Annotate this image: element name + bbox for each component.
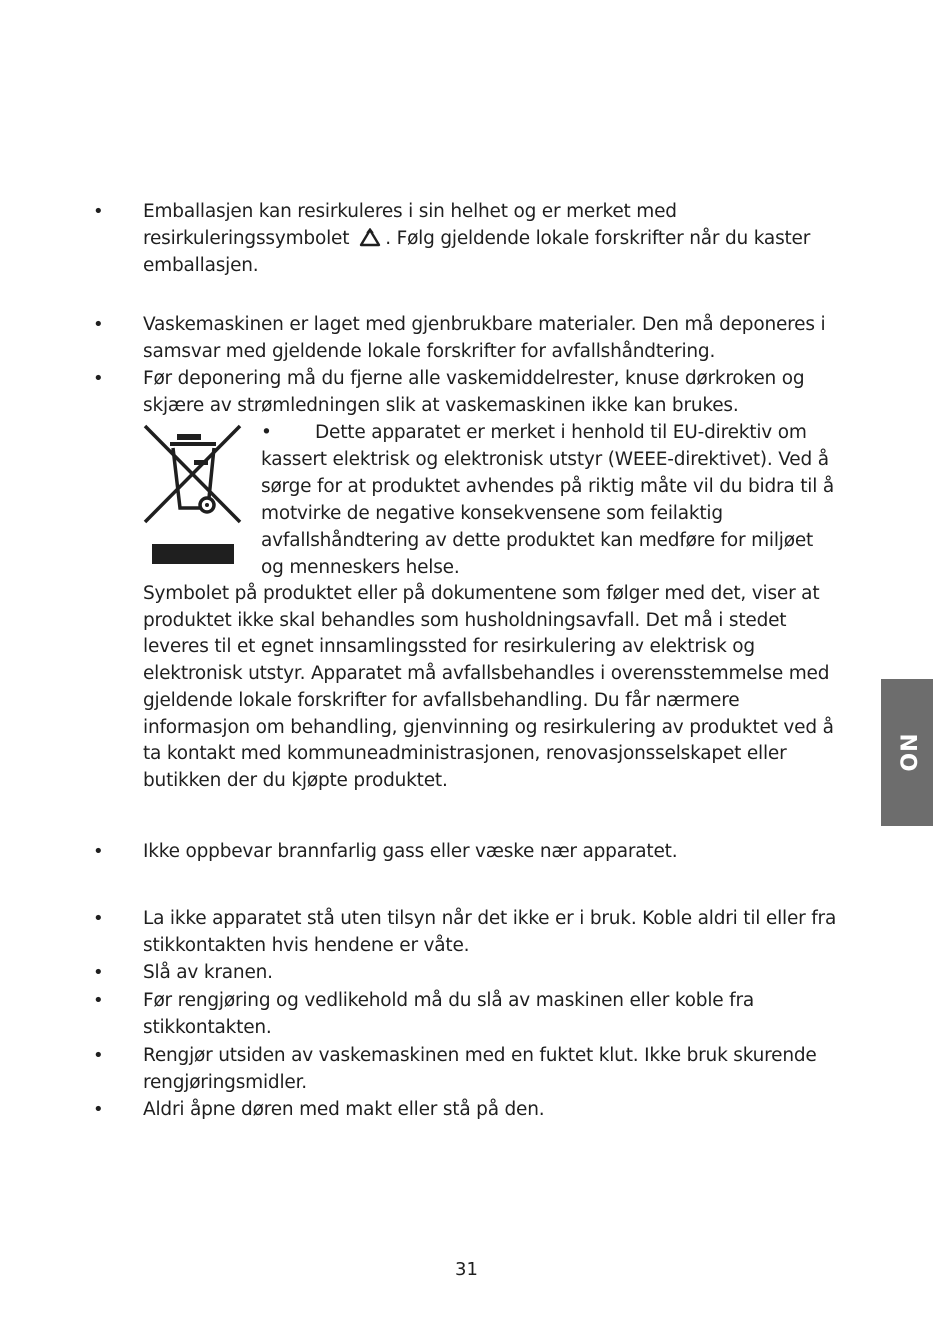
weee-line-4: motvirke de negative konsekvensene som feilaktig (261, 503, 723, 524)
bullet: • (93, 1099, 104, 1120)
packaging-line-3: emballasjen. (143, 255, 259, 276)
language-tab-label: NO (894, 732, 920, 773)
tap-line-1: Slå av kranen. (143, 962, 273, 983)
bullet: • (93, 990, 104, 1011)
disposal-line-1: Før deponering må du fjerne alle vaskemiddelrester, knuse dørkroken og (143, 368, 805, 389)
symbol-line-2: produktet ikke skal behandles som husholdningsavfall. Det må i stedet (143, 610, 787, 631)
cleaning-line-1: Før rengjøring og vedlikehold må du slå av maskinen eller koble fra (143, 990, 755, 1011)
exterior-line-2: rengjøringsmidler. (143, 1072, 307, 1093)
symbol-line-4: elektronisk utstyr. Apparatet må avfallsbehandles i overensstemmelse med (143, 663, 830, 684)
exterior-line-1: Rengjør utsiden av vaskemaskinen med en fuktet klut. Ikke bruk skurende (143, 1045, 817, 1066)
bullet: • (93, 962, 104, 983)
weee-line-6: og menneskers helse. (261, 557, 460, 578)
symbol-line-7: ta kontakt med kommuneadministrasjonen, renovasjonsselskapet eller (143, 743, 787, 764)
materials-line-1: Vaskemaskinen er laget med gjenbrukbare materialer. Den må deponeres i (143, 314, 826, 335)
packaging-line-2 (143, 225, 810, 252)
bullet: • (93, 314, 104, 335)
weee-line-1 (261, 419, 807, 446)
symbol-line-1: Symbolet på produktet eller på dokumentene som følger med det, viser at (143, 583, 820, 604)
bullet: • (93, 841, 104, 862)
cleaning-line-2: stikkontakten. (143, 1017, 272, 1038)
symbol-line-3: leveres til et egnet innsamlingssted for resirkulering av elektrisk og (143, 636, 755, 657)
unattended-line-2: stikkontakten hvis hendene er våte. (143, 935, 470, 956)
weee-line-5: avfallshåndtering av dette produktet kan medføre for miljøet (261, 530, 814, 551)
weee-line-3: sørge for at produktet avhendes på riktig måte vil du bidra til å (261, 476, 834, 497)
unattended-line-1: La ikke apparatet stå uten tilsyn når det ikke er i bruk. Koble aldri til eller fra (143, 908, 837, 929)
crossed-out-wheelie-bin-icon (140, 422, 246, 572)
weee-line-1-text: Dette apparatet er merket i henhold til EU-direktiv om (315, 422, 807, 443)
disposal-line-2: skjære av strømledningen slik at vaskemaskinen ikke kan brukes. (143, 395, 739, 416)
weee-bullet: • (261, 422, 272, 443)
flammable-line-1: Ikke oppbevar brannfarlig gass eller væske nær apparatet. (143, 841, 678, 862)
symbol-line-8: butikken der du kjøpte produktet. (143, 770, 448, 791)
bullet: • (93, 201, 104, 222)
recycling-symbol-icon (359, 228, 381, 247)
weee-line-2: kassert elektrisk og elektronisk utstyr (WEEE-direktivet). Ved å (261, 449, 829, 470)
bullet: • (93, 368, 104, 389)
bullet: • (93, 1045, 104, 1066)
language-tab (881, 679, 933, 826)
symbol-line-5: gjeldende lokale forskrifter for avfallsbehandling. Du får nærmere (143, 690, 740, 711)
materials-line-2: samsvar med gjeldende lokale forskrifter for avfallshåndtering. (143, 341, 716, 362)
packaging-line-2b: . Følg gjeldende lokale forskrifter når du kaster (385, 228, 811, 249)
symbol-line-6: informasjon om behandling, gjenvinning og resirkulering av produktet ved å (143, 717, 834, 738)
packaging-line-2a: resirkuleringssymbolet (143, 228, 350, 249)
bullet: • (93, 908, 104, 929)
door-line-1: Aldri åpne døren med makt eller stå på den. (143, 1099, 545, 1120)
page-number: 31 (455, 1259, 478, 1280)
packaging-line-1: Emballasjen kan resirkuleres i sin helhet og er merket med (143, 201, 677, 222)
